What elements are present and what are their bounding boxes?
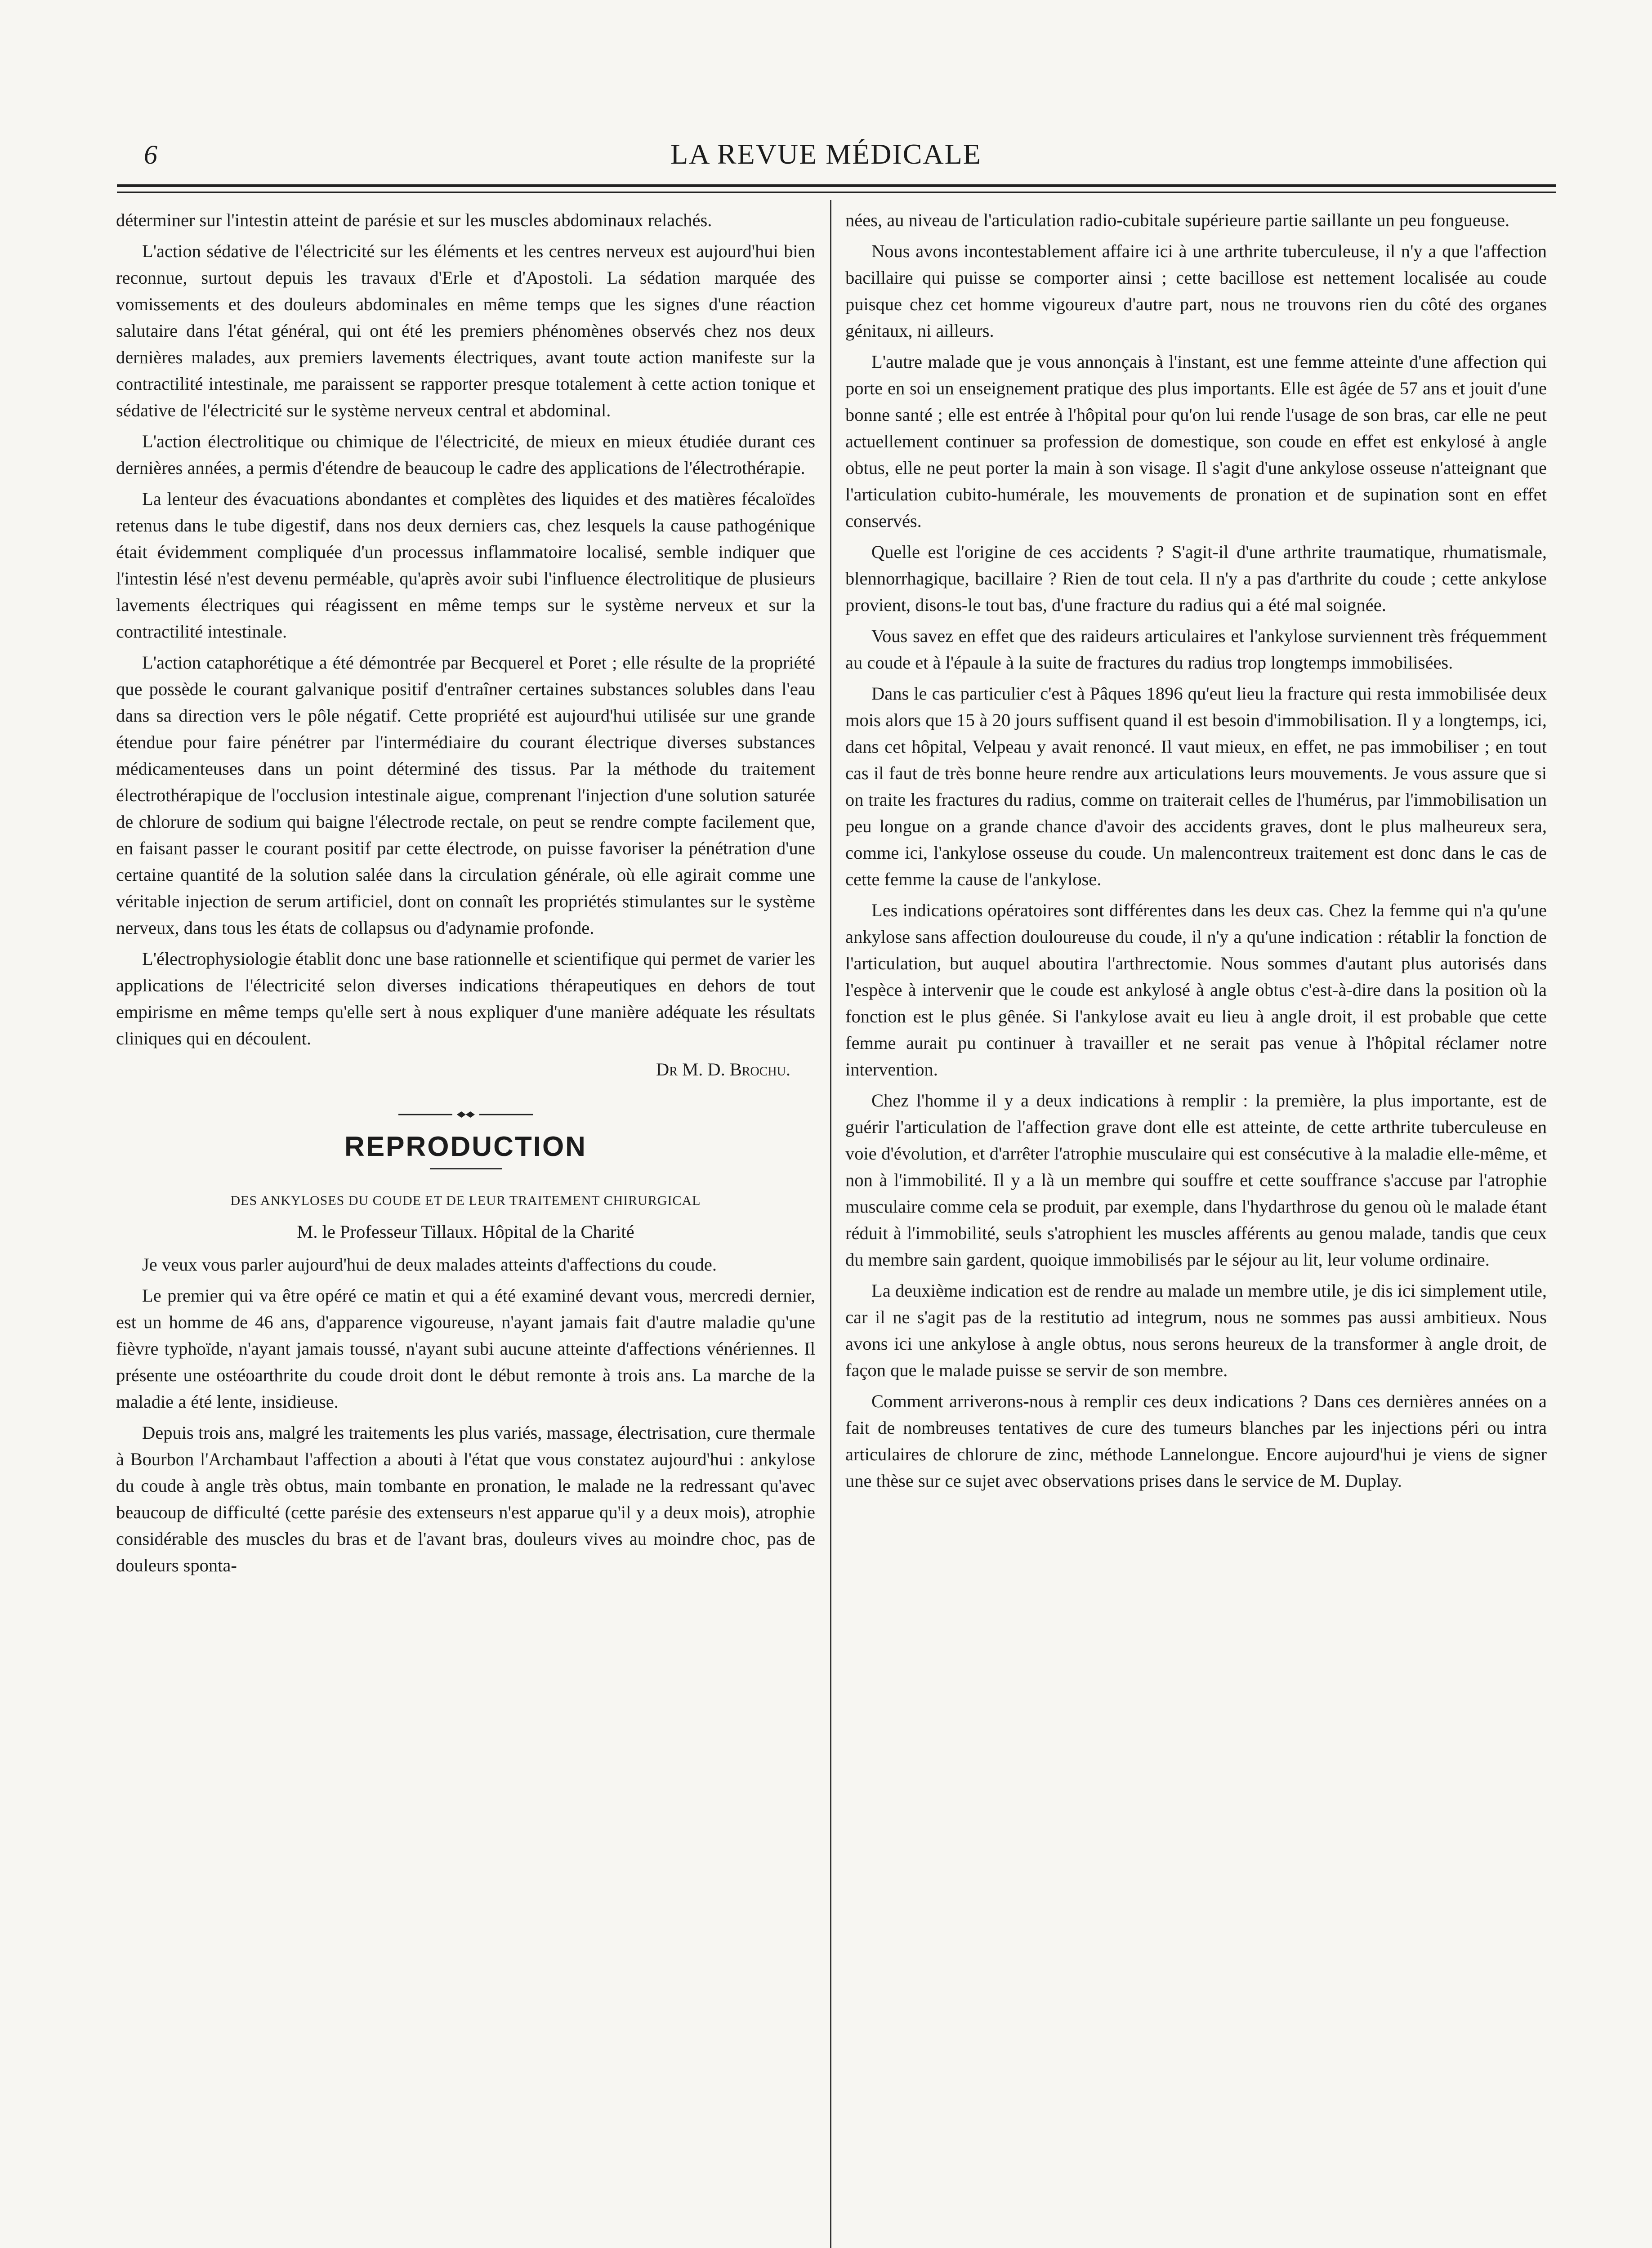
paragraph: L'autre malade que je vous annonçais à l'instant, est une femme atteinte d'une affection qui porte en soi un enseignement pratique des plus importants. Elle est âgée de 57 ans et jouit d'une bonne santé ; elle est entrée à l'hôpital pour qu'on lui rende l'usage de son bras, car elle ne peut actuellement continuer sa profession de domestique, son coude en effet est enkylosé à angle obtus, elle ne peut porter la main à son visage. Il s'agit d'une ankylose osseuse n'atteignant que l'articulation cubito-humérale, les mouvements de pronation et de supination sont en effet conservés. (845, 352, 1547, 531)
paragraph: Le premier qui va être opéré ce matin et qui a été examiné devant vous, mercredi dernier, est un homme de 46 ans, d'apparence vigoureuse, n'ayant jamais fait d'autre maladie qu'une fièvre typhoïde, n'ayant jamais toussé, n'ayant subi aucune atteinte d'affections vénériennes. Il présente une ostéoarthrite du coude droit dont le début remonte à trois ans. La marche de la maladie a été lente, insidieuse. (116, 1285, 815, 1412)
running-title: LA REVUE MÉDICALE (670, 138, 982, 170)
left-column (116, 207, 815, 1583)
column-divider (830, 200, 831, 2248)
article-byline: M. le Professeur Tillaux. Hôpital de la Charité (297, 1222, 634, 1242)
paragraph: nées, au niveau de l'articulation radio-cubitale supérieure partie saillante un peu fongueuse. (845, 210, 1510, 230)
author-signature: Dr M. D. Brochu. (656, 1059, 790, 1079)
page-header (0, 0, 1652, 180)
article-title: DES ANKYLOSES DU COUDE ET DE LEUR TRAITEMENT CHIRURGICAL (230, 1193, 701, 1208)
section-title: REPRODUCTION (344, 1131, 587, 1162)
paragraph: Je veux vous parler aujourd'hui de deux malades atteints d'affections du coude. (142, 1254, 717, 1275)
paragraph: Quelle est l'origine de ces accidents ? S'agit-il d'une arthrite traumatique, rhumatismale, blennorrhagique, bacillaire ? Rien de tout cela. Il n'y a pas d'arthrite du coude ; cette ankylose provient, disons-le tout bas, d'une fracture du radius qui a été mal soignée. (845, 542, 1547, 615)
paragraph: Vous savez en effet que des raideurs articulaires et l'ankylose surviennent très fréquemment au coude et à l'épaule à la suite de fractures du radius trop longtemps immobilisées. (845, 626, 1547, 673)
paragraph: L'action sédative de l'électricité sur les éléments et les centres nerveux est aujourd'hui bien reconnue, surtout depuis les travaux d'Erle et d'Apostoli. La sédation marquée des vomissements et des douleurs abdominales en même temps que les signes d'une réaction salutaire dans l'état général, qui ont été les premiers phénomènes observés chez nos deux dernières malades, aux premiers lavements électriques, avant toute action manifeste sur la contractilité intestinale, me paraissent se rapporter presque totalement à cette action tonique et sédative de l'électricité sur le système nerveux central et abdominal. (116, 241, 815, 420)
paragraph: déterminer sur l'intestin atteint de parésie et sur les muscles abdominaux relachés. (116, 210, 712, 230)
header-rule (117, 184, 1556, 193)
paragraph: L'électrophysiologie établit donc une base rationnelle et scientifique qui permet de varier les applications de l'électricité selon diverses indications thérapeutiques en dehors de tout empirisme en même temps qu'elle sert à nous expliquer d'une manière adéquate les résultats cliniques qui en découlent. (116, 949, 815, 1048)
right-column (845, 207, 1547, 1499)
paragraph: Nous avons incontestablement affaire ici à une arthrite tuberculeuse, il n'y a que l'affection bacillaire qui puisse se comporter ainsi ; cette bacillose est nettement localisée au coude puisque chez cet homme vigoureux d'autre part, nous ne trouvons rien du côté des organes génitaux, ni ailleurs. (845, 241, 1547, 341)
paragraph: Comment arriverons-nous à remplir ces deux indications ? Dans ces dernières années on a fait de nombreuses tentatives de cure des tumeurs blanches par les injections péri ou intra articulaires de chlorure de zinc, méthode Lannelongue. Encore aujourd'hui je viens de signer une thèse sur ce sujet avec observations prises dans le service de M. Duplay. (845, 1391, 1547, 1491)
paragraph: La deuxième indication est de rendre au malade un membre utile, je dis ici simplement utile, car il ne s'agit pas de la restitutio ad integrum, nous ne sommes pas aussi ambitieux. Nous avons ici une ankylose à angle obtus, nous serons heureux de la transformer à angle droit, de façon que le malade puisse se servir de son membre. (845, 1280, 1547, 1380)
paragraph: L'action cataphorétique a été démontrée par Becquerel et Poret ; elle résulte de la propriété que possède le courant galvanique positif d'entraîner certaines substances solubles dans l'eau dans sa direction vers le pôle négatif. Cette propriété est aujourd'hui utilisée sur une grande étendue pour faire pénétrer par l'intermédiaire du courant électrique diverses substances médicamenteuses dans un point déterminé des tissus. Par la méthode du traitement électrothérapique de l'occlusion intestinale aigue, comprenant l'injection d'une solution saturée de chlorure de sodium qui baigne l'électrode rectale, on peut se rendre compte facilement que, en faisant passer le courant positif par cette électrode, on puisse favoriser la pénétration d'une certaine quantité de la solution salée dans la circulation générale, où elle agirait comme une véritable injection de serum artificiel, dont on connaît les propriétés stimulantes sur le système nerveux, dans tous les états de collapsus ou d'adynamie profonde. (116, 652, 815, 938)
paragraph: L'action électrolitique ou chimique de l'électricité, de mieux en mieux étudiée durant ces dernières années, a permis d'étendre de beaucoup le cadre des applications de l'électrothérapie. (116, 431, 815, 478)
paragraph: La lenteur des évacuations abondantes et complètes des liquides et des matières fécaloïdes retenus dans le tube digestif, dans nos deux derniers cas, chez lesquels la cause pathogénique était évidemment compliquée d'un processus inflammatoire localisé, semble indiquer que l'intestin lésé n'est devenu perméable, qu'après avoir subi l'influence électrolitique de plusieurs lavements électriques qui réagissent en même temps sur le système nerveux et sur la contractilité intestinale. (116, 489, 815, 642)
section-rule (430, 1168, 502, 1169)
paragraph: Les indications opératoires sont différentes dans les deux cas. Chez la femme qui n'a qu'une ankylose sans affection douloureuse du coude, il n'y a qu'une indication : rétablir la fonction de l'articulation, but auquel aboutira l'arthrectomie. Nous sommes d'autant plus autorisés dans l'espèce à intervenir que le coude est ankylosé à angle obtus c'est-à-dire dans la position où la fonction est le plus gênée. Si l'ankylose avait eu lieu à angle droit, il est probable que cette femme aurait pu continuer à travailler et ne serait pas venue à l'hôpital réclamer notre intervention. (845, 900, 1547, 1079)
paragraph: Dans le cas particulier c'est à Pâques 1896 qu'eut lieu la fracture qui resta immobilisée deux mois alors que 15 à 20 jours suffisent quand il est besoin d'immobilisation. Il y a longtemps, ici, dans cet hôpital, Velpeau y avait renoncé. Il vaut mieux, en effet, ne pas immobiliser ; en tout cas il faut de très bonne heure rendre aux articulations leurs mouvements. Je vous assure que si on traite les fractures du radius, comme on traiterait celles de l'humérus, par l'immobilisation un peu longue on a grande chance d'avoir des accidents graves, dont le plus malheureux sera, comme ici, l'ankylose osseuse du coude. Un malencontreux traitement est donc dans le cas de cette femme la cause de l'ankylose. (845, 683, 1547, 889)
paragraph: Depuis trois ans, malgré les traitements les plus variés, massage, électrisation, cure thermale à Bourbon l'Archambaut l'affection a abouti à l'état que vous constatez aujourd'hui : ankylose du coude à angle très obtus, main tombante en pronation, le malade ne la redressant qu'avec beaucoup de difficulté (cette parésie des extenseurs n'est apparue qu'il y a deux mois), atrophie considérable des muscles du bras et de l'avant bras, douleurs vives au moindre choc, pas de douleurs sponta- (116, 1423, 815, 1575)
page-number: 6 (144, 140, 157, 169)
paragraph: Chez l'homme il y a deux indications à remplir : la première, la plus importante, est de guérir l'articulation de l'affection grave dont elle est atteinte, de cette arthrite tuberculeuse en voie d'évolution, et d'arrêter l'atrophie musculaire qui est consécutive à la maladie elle-même, et non à l'immobilité. Il y a là un membre qui souffre et cette souffrance s'accuse par l'atrophie musculaire comme cela se produit, par exemple, dans l'hydarthrose du genou où le malade étant réduit à l'immobilité, seuls s'atrophient les muscles afférents au genou malade, tandis que ceux du membre sain gardent, quoique immobilisés par le séjour au lit, leur volume ordinaire. (845, 1090, 1547, 1270)
ornament-divider (116, 1101, 815, 1127)
